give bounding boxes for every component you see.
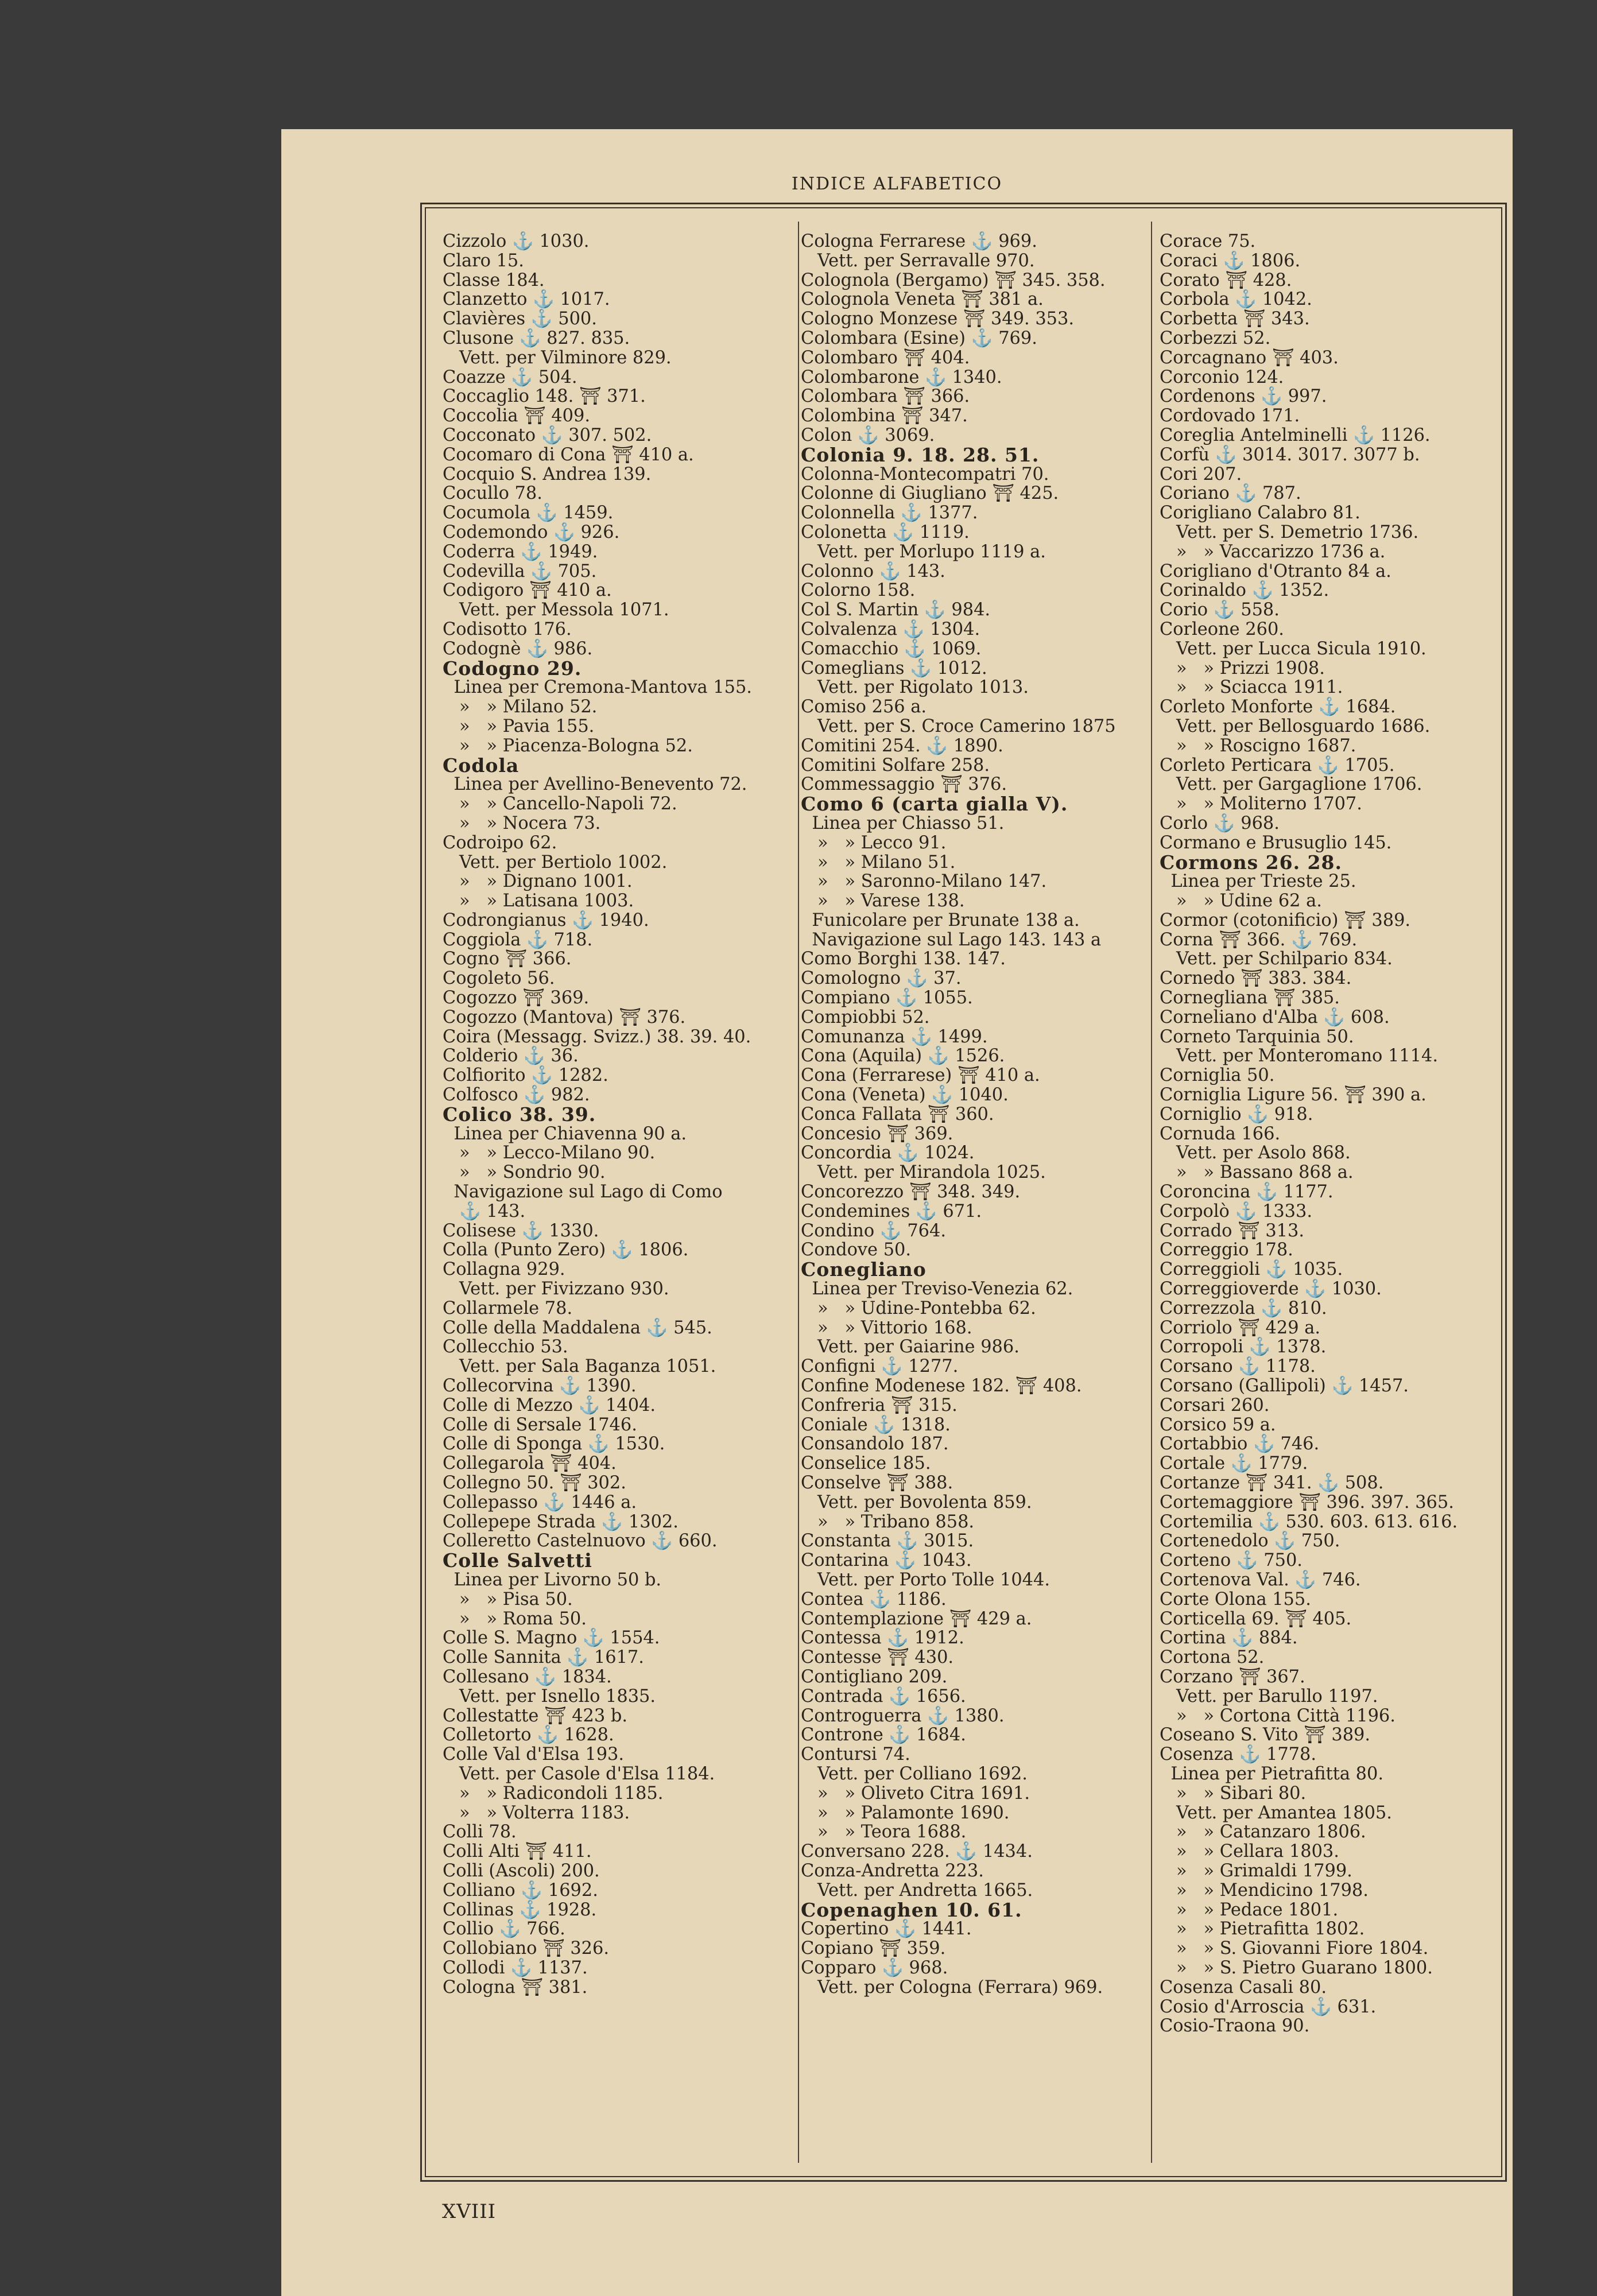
index-entry: Corsico 59 a. — [1160, 1414, 1276, 1435]
index-entry: Contigliano 209. — [801, 1666, 948, 1687]
index-entry: Cortenedolo ⚓ 750. — [1160, 1531, 1340, 1552]
index-entry: Corleto Monforte ⚓ 1684. — [1160, 697, 1396, 718]
index-entry: Corfù ⚓ 3014. 3017. 3077 b. — [1160, 444, 1420, 465]
index-entry: » » Pietrafitta 1802. — [1160, 1919, 1365, 1940]
index-entry: Confreria ⛩ 315. — [801, 1395, 958, 1415]
index-entry: » » Sibari 80. — [1160, 1783, 1307, 1804]
index-entry: Contarina ⚓ 1043. — [801, 1550, 972, 1571]
index-entry: Navigazione sul Lago di Como — [443, 1182, 723, 1203]
index-entry: » » Varese 138. — [801, 891, 965, 912]
index-entry: Linea per Cremona-Mantova 155. — [443, 677, 752, 698]
index-entry: Correzzola ⚓ 810. — [1160, 1298, 1327, 1318]
index-entry: Corropoli ⚓ 1378. — [1160, 1337, 1327, 1358]
index-entry: Collepepe Strada ⚓ 1302. — [443, 1511, 679, 1532]
index-entry: Colle della Maddalena ⚓ 545. — [443, 1317, 712, 1338]
index-entry: Colonnella ⚓ 1377. — [801, 503, 978, 523]
index-entry: Conza-Andretta 223. — [801, 1860, 984, 1881]
index-entry: Comitini Solfare 258. — [801, 755, 990, 775]
index-entry: Cormor (cotonificio) ⛩ 389. — [1160, 910, 1411, 930]
index-entry: Colderio ⚓ 36. — [443, 1046, 579, 1066]
index-entry: Vett. per Lucca Sicula 1910. — [1160, 638, 1427, 659]
index-entry: Clanzetto ⚓ 1017. — [443, 289, 610, 310]
index-entry: Codemondo ⚓ 926. — [443, 522, 620, 542]
index-entry: Vett. per Monteromano 1114. — [1160, 1046, 1438, 1066]
index-entry: Controguerra ⚓ 1380. — [801, 1705, 1005, 1726]
index-entry: » » Pisa 50. — [443, 1589, 573, 1609]
index-entry: Corbetta ⛩ 343. — [1160, 309, 1310, 329]
index-entry: Cosio-Traona 90. — [1160, 2016, 1310, 2037]
index-entry: Cogozzo ⛩ 369. — [443, 988, 590, 1009]
index-entry: » » Pedace 1801. — [1160, 1899, 1339, 1920]
index-entry: Comitini 254. ⚓ 1890. — [801, 735, 1003, 756]
index-entry: Collobiano ⛩ 326. — [443, 1938, 610, 1959]
index-entry: » » Tribano 858. — [801, 1511, 975, 1532]
index-entry: Cortemaggiore ⛩ 396. 397. 365. — [1160, 1492, 1454, 1512]
index-entry: Cocomaro di Cona ⛩ 410 a. — [443, 444, 694, 465]
index-entry: Correggioli ⚓ 1035. — [1160, 1259, 1343, 1280]
index-entry: » » Catanzaro 1806. — [1160, 1822, 1366, 1843]
index-entry: Coazze ⚓ 504. — [443, 367, 577, 387]
index-entry: » » Lecco 91. — [801, 832, 947, 853]
index-entry: Copertino ⚓ 1441. — [801, 1919, 972, 1940]
index-entry: Colonno ⚓ 143. — [801, 561, 945, 581]
index-entry: Cortona 52. — [1160, 1647, 1265, 1668]
index-entry: Colfiorito ⚓ 1282. — [443, 1065, 608, 1086]
index-entry: Vett. per Barullo 1197. — [1160, 1686, 1378, 1707]
index-entry: Corrado ⛩ 313. — [1160, 1220, 1305, 1241]
index-entry: » » Lecco-Milano 90. — [443, 1143, 656, 1163]
index-entry: Conselve ⛩ 388. — [801, 1473, 953, 1493]
index-entry: Condove 50. — [801, 1240, 912, 1261]
index-entry: Como Borghi 138. 147. — [801, 949, 1006, 969]
index-entry: Cona (Ferrarese) ⛩ 410 a. — [801, 1065, 1040, 1086]
index-entry: Colli (Ascoli) 200. — [443, 1860, 600, 1881]
index-entry: » » Piacenza-Bologna 52. — [443, 735, 693, 756]
index-entry: Claro 15. — [443, 250, 524, 271]
index-entry: Contursi 74. — [801, 1744, 910, 1765]
index-entry: Corigliano d'Otranto 84 a. — [1160, 561, 1391, 581]
index-entry: Collestatte ⛩ 423 b. — [443, 1705, 627, 1726]
index-column-1 — [443, 232, 752, 1998]
index-entry: Compiano ⚓ 1055. — [801, 988, 973, 1009]
index-entry: Cogozzo (Mantova) ⛩ 376. — [443, 1007, 686, 1027]
index-entry: Corniglia Ligure 56. ⛩ 390 a. — [1160, 1085, 1427, 1106]
index-entry: Corpolò ⚓ 1333. — [1160, 1201, 1313, 1221]
index-entry: » » Teora 1688. — [801, 1822, 967, 1843]
column-rule — [798, 222, 799, 2163]
index-entry: Corato ⛩ 428. — [1160, 270, 1292, 290]
index-entry: Cocumola ⚓ 1459. — [443, 503, 614, 523]
index-entry: Codrongianus ⚓ 1940. — [443, 910, 649, 930]
index-entry: Colorno 158. — [801, 580, 916, 601]
index-entry: Corbezzi 52. — [1160, 328, 1271, 348]
index-entry: Colon ⚓ 3069. — [801, 425, 935, 445]
index-entry: » » Mendicino 1798. — [1160, 1880, 1369, 1901]
index-entry: Colognola Veneta ⛩ 381 a. — [801, 289, 1044, 310]
index-entry: » » Sciacca 1911. — [1160, 677, 1343, 698]
page-number: XVIII — [442, 2200, 497, 2223]
index-entry: Colombina ⛩ 347. — [801, 406, 968, 426]
index-entry: Codola — [443, 754, 520, 777]
index-entry: Concesio ⛩ 369. — [801, 1123, 953, 1144]
index-entry: » » Grimaldi 1799. — [1160, 1860, 1352, 1881]
index-entry: Cortanze ⛩ 341. ⚓ 508. — [1160, 1473, 1384, 1493]
index-entry: Cortina ⚓ 884. — [1160, 1628, 1298, 1649]
index-entry: Vett. per Vilminore 829. — [443, 347, 672, 368]
index-entry: Cordovado 171. — [1160, 406, 1300, 426]
index-entry: » » Udine 62 a. — [1160, 891, 1322, 912]
index-entry: Codognè ⚓ 986. — [443, 638, 593, 659]
index-entry: Como 6 (carta gialla V). — [801, 793, 1068, 816]
index-entry: Corzano ⛩ 367. — [1160, 1666, 1305, 1687]
index-entry: Vett. per Casole d'Elsa 1184. — [443, 1763, 715, 1784]
index-entry: Coraci ⚓ 1806. — [1160, 250, 1301, 271]
index-entry: Cori 207. — [1160, 464, 1242, 484]
index-entry: Colico 38. 39. — [443, 1103, 596, 1126]
index-entry: Conca Fallata ⛩ 360. — [801, 1104, 994, 1124]
index-entry: Conegliano — [801, 1258, 927, 1281]
index-entry: Vett. per Schilpario 834. — [1160, 949, 1393, 969]
index-entry: Linea per Treviso-Venezia 62. — [801, 1279, 1073, 1300]
index-entry: Vett. per Gargaglione 1706. — [1160, 774, 1422, 795]
index-entry: Cortabbio ⚓ 746. — [1160, 1434, 1320, 1455]
index-entry: » » Pavia 155. — [443, 716, 595, 736]
index-entry: Coniale ⚓ 1318. — [801, 1414, 951, 1435]
index-entry: » » Sondrio 90. — [443, 1162, 606, 1183]
index-entry: » » Palamonte 1690. — [801, 1802, 1010, 1823]
index-entry: Codisotto 176. — [443, 619, 572, 639]
index-entry: Cornegliana ⛩ 385. — [1160, 988, 1340, 1009]
index-entry: Contesse ⛩ 430. — [801, 1647, 954, 1668]
index-entry: Cologna ⛩ 381. — [443, 1977, 588, 1998]
index-entry: Contessa ⚓ 1912. — [801, 1628, 964, 1649]
index-entry: Linea per Chiasso 51. — [801, 813, 1005, 833]
index-entry: Colle Salvetti — [443, 1549, 592, 1572]
index-entry: Corbola ⚓ 1042. — [1160, 289, 1312, 310]
index-entry: Copenaghen 10. 61. — [801, 1898, 1022, 1921]
index-entry: Colli Alti ⛩ 411. — [443, 1841, 592, 1862]
index-entry: Cortemilia ⚓ 530. 603. 613. 616. — [1160, 1511, 1458, 1532]
index-entry: Collepasso ⚓ 1446 a. — [443, 1492, 637, 1512]
page-header: INDICE ALFABETICO — [791, 174, 1003, 194]
index-entry: Coira (Messagg. Svizz.) 38. 39. 40. — [443, 1026, 751, 1047]
index-entry: Condemines ⚓ 671. — [801, 1201, 982, 1221]
index-entry: Confine Modenese 182. ⛩ 408. — [801, 1376, 1082, 1397]
index-entry: Coroncina ⚓ 1177. — [1160, 1182, 1334, 1203]
index-entry: Vett. per Asolo 868. — [1160, 1143, 1351, 1163]
index-entry: Cogno ⛩ 366. — [443, 949, 572, 969]
index-entry: Corticella 69. ⛩ 405. — [1160, 1608, 1352, 1629]
index-entry: Contemplazione ⛩ 429 a. — [801, 1608, 1032, 1629]
index-entry: Copiano ⛩ 359. — [801, 1938, 946, 1959]
index-entry: Linea per Trieste 25. — [1160, 871, 1356, 892]
index-entry: Cona (Aquila) ⚓ 1526. — [801, 1046, 1005, 1066]
index-entry: Corsano (Gallipoli) ⚓ 1457. — [1160, 1376, 1409, 1397]
index-entry: Corlo ⚓ 968. — [1160, 813, 1280, 833]
index-entry: Cortenova Val. ⚓ 746. — [1160, 1569, 1361, 1590]
index-entry: Clusone ⚓ 827. 835. — [443, 328, 630, 348]
index-entry: Vett. per Cologna (Ferrara) 969. — [801, 1977, 1103, 1998]
index-entry: Codevilla ⚓ 705. — [443, 561, 597, 581]
index-entry: Vett. per Gaiarine 986. — [801, 1337, 1020, 1358]
index-entry: Colonne di Giugliano ⛩ 425. — [801, 483, 1059, 504]
index-entry: Cologna Ferrarese ⚓ 969. — [801, 231, 1037, 251]
index-column-2 — [801, 232, 1116, 1998]
index-entry: » » S. Pietro Guarano 1800. — [1160, 1957, 1433, 1978]
index-entry: Cocquio S. Andrea 139. — [443, 464, 652, 484]
index-entry: Vett. per Isnello 1835. — [443, 1686, 656, 1707]
index-entry: Correggioverde ⚓ 1030. — [1160, 1279, 1382, 1300]
index-entry: Colombarone ⚓ 1340. — [801, 367, 1002, 387]
index-entry: Comeglians ⚓ 1012. — [801, 658, 987, 678]
index-entry: Comacchio ⚓ 1069. — [801, 638, 982, 659]
index-entry: Cocullo 78. — [443, 483, 542, 504]
index-entry: » » Bassano 868 a. — [1160, 1162, 1354, 1183]
index-entry: Codroipo 62. — [443, 832, 557, 853]
index-entry: Colle di Sponga ⚓ 1530. — [443, 1434, 665, 1455]
index-entry: Clavières ⚓ 500. — [443, 309, 597, 329]
index-entry: » » Cortona Città 1196. — [1160, 1705, 1396, 1726]
index-entry: Colfosco ⚓ 982. — [443, 1085, 590, 1106]
document-page — [281, 129, 1513, 2296]
index-entry: Vett. per Bellosguardo 1686. — [1160, 716, 1431, 736]
index-entry: Vett. per Amantea 1805. — [1160, 1802, 1392, 1823]
index-entry: Linea per Livorno 50 b. — [443, 1569, 662, 1590]
index-entry: Colvalenza ⚓ 1304. — [801, 619, 980, 639]
index-entry: Contrada ⚓ 1656. — [801, 1686, 966, 1707]
index-entry: Colle di Sersale 1746. — [443, 1414, 637, 1435]
index-frame — [420, 203, 1507, 2182]
index-entry: Cosenza ⚓ 1778. — [1160, 1744, 1316, 1765]
index-entry: » » Nocera 73. — [443, 813, 601, 833]
index-entry: » » S. Giovanni Fiore 1804. — [1160, 1938, 1429, 1959]
index-entry: Corleone 260. — [1160, 619, 1284, 639]
index-entry: Cogoleto 56. — [443, 968, 555, 989]
index-entry: Copparo ⚓ 968. — [801, 1957, 948, 1978]
index-entry: » » Volterra 1183. — [443, 1802, 630, 1823]
index-entry: Comiso 256 a. — [801, 697, 927, 718]
index-entry: Linea per Chiavenna 90 a. — [443, 1123, 687, 1144]
index-entry: Cortale ⚓ 1779. — [1160, 1453, 1308, 1474]
index-entry: Corleto Perticara ⚓ 1705. — [1160, 755, 1395, 775]
index-entry: Funicolare per Brunate 138 a. — [801, 910, 1080, 930]
index-entry: Consandolo 187. — [801, 1434, 949, 1455]
index-entry: Vett. per Messola 1071. — [443, 600, 669, 620]
index-entry: Coseano S. Vito ⛩ 389. — [1160, 1725, 1371, 1746]
index-entry: Contea ⚓ 1186. — [801, 1589, 947, 1609]
index-entry: Cornuda 166. — [1160, 1123, 1281, 1144]
index-entry: Configni ⚓ 1277. — [801, 1356, 959, 1377]
index-entry: » » Latisana 1003. — [443, 891, 634, 912]
index-entry: » » Udine-Pontebba 62. — [801, 1298, 1036, 1318]
index-entry: Coreglia Antelminelli ⚓ 1126. — [1160, 425, 1431, 445]
index-entry: Comunanza ⚓ 1499. — [801, 1026, 988, 1047]
index-entry: Colombara (Esine) ⚓ 769. — [801, 328, 1037, 348]
index-entry: Vett. per S. Demetrio 1736. — [1160, 522, 1419, 542]
index-entry: Coriano ⚓ 787. — [1160, 483, 1301, 504]
index-entry: Corinaldo ⚓ 1352. — [1160, 580, 1329, 601]
index-entry: Cizzolo ⚓ 1030. — [443, 231, 590, 251]
index-entry: Collegarola ⛩ 404. — [443, 1453, 617, 1474]
index-entry: Collio ⚓ 766. — [443, 1919, 565, 1940]
index-entry: » » Milano 51. — [801, 852, 956, 872]
index-entry: Conselice 185. — [801, 1453, 931, 1474]
index-entry: Compiobbi 52. — [801, 1007, 930, 1027]
index-entry: Controne ⚓ 1684. — [801, 1725, 966, 1746]
index-entry: Vett. per S. Croce Camerino 1875 — [801, 716, 1116, 736]
index-entry: Vett. per Bertiolo 1002. — [443, 852, 668, 872]
index-column-3 — [1160, 232, 1458, 2036]
index-entry: Corte Olona 155. — [1160, 1589, 1311, 1609]
index-entry: Cormons 26. 28. — [1160, 851, 1342, 874]
index-entry: » » Cancello-Napoli 72. — [443, 794, 677, 815]
index-entry: Cocconato ⚓ 307. 502. — [443, 425, 652, 445]
index-entry: Corconio 124. — [1160, 367, 1284, 387]
index-entry: » » Vittorio 168. — [801, 1317, 972, 1338]
index-entry: Codigoro ⛩ 410 a. — [443, 580, 612, 601]
index-entry: Corneto Tarquinia 50. — [1160, 1026, 1354, 1047]
index-entry: Corriolo ⛩ 429 a. — [1160, 1317, 1320, 1338]
index-entry: » » Milano 52. — [443, 697, 598, 718]
index-entry: Corigliano Calabro 81. — [1160, 503, 1360, 523]
index-entry: Corace 75. — [1160, 231, 1256, 251]
index-entry: Corio ⚓ 558. — [1160, 600, 1280, 620]
index-entry: Collecorvina ⚓ 1390. — [443, 1376, 637, 1397]
index-entry: Corcagnano ⛩ 403. — [1160, 347, 1339, 368]
index-entry: » » Cellara 1803. — [1160, 1841, 1339, 1862]
index-entry: Conversano 228. ⚓ 1434. — [801, 1841, 1033, 1862]
index-entry: Vett. per Bovolenta 859. — [801, 1492, 1032, 1512]
index-entry: Colle Val d'Elsa 193. — [443, 1744, 625, 1765]
index-entry: Corniglio ⚓ 918. — [1160, 1104, 1313, 1124]
index-entry: Collegno 50. ⛩ 302. — [443, 1473, 626, 1493]
index-entry: Collecchio 53. — [443, 1337, 568, 1358]
index-entry: Condino ⚓ 764. — [801, 1220, 946, 1241]
index-entry: Colli 78. — [443, 1822, 517, 1843]
index-entry: Vett. per Colliano 1692. — [801, 1763, 1028, 1784]
index-entry: Cormano e Brusuglio 145. — [1160, 832, 1392, 853]
index-entry: Colognola (Bergamo) ⛩ 345. 358. — [801, 270, 1106, 290]
index-entry: Colisese ⚓ 1330. — [443, 1220, 599, 1241]
index-entry: Coderra ⚓ 1949. — [443, 541, 598, 562]
index-entry: Colombara ⛩ 366. — [801, 386, 970, 407]
index-entry: Colonia 9. 18. 28. 51. — [801, 443, 1040, 466]
index-entry: » » Oliveto Citra 1691. — [801, 1783, 1030, 1804]
index-entry: » » Saronno-Milano 147. — [801, 871, 1047, 892]
index-entry: Concorezzo ⛩ 348. 349. — [801, 1182, 1021, 1203]
index-entry: Colonna-Montecompatri 70. — [801, 464, 1049, 484]
index-entry: Corniglia 50. — [1160, 1065, 1275, 1086]
index-entry: Vett. per Sala Baganza 1051. — [443, 1356, 716, 1377]
index-entry: Col S. Martin ⚓ 984. — [801, 600, 991, 620]
index-entry: » » Radicondoli 1185. — [443, 1783, 664, 1804]
index-entry: Constanta ⚓ 3015. — [801, 1531, 974, 1552]
index-entry: Vett. per Rigolato 1013. — [801, 677, 1029, 698]
index-entry: Corna ⛩ 366. ⚓ 769. — [1160, 929, 1358, 950]
index-entry: Colle Sannita ⚓ 1617. — [443, 1647, 644, 1668]
index-entry: Navigazione sul Lago 143. 143 a — [801, 929, 1102, 950]
index-entry: Vett. per Andretta 1665. — [801, 1880, 1033, 1901]
index-entry: Collodi ⚓ 1137. — [443, 1957, 588, 1978]
index-entry: Corsano ⚓ 1178. — [1160, 1356, 1316, 1377]
index-entry: Colle S. Magno ⚓ 1554. — [443, 1628, 660, 1649]
index-entry: Concordia ⚓ 1024. — [801, 1143, 975, 1163]
index-entry: » » Prizzi 1908. — [1160, 658, 1325, 678]
index-entry: Vett. per Morlupo 1119 a. — [801, 541, 1046, 562]
index-entry: Linea per Pietrafitta 80. — [1160, 1763, 1384, 1784]
index-entry: Cosio d'Arroscia ⚓ 631. — [1160, 1996, 1377, 2017]
index-entry: Coccaglio 148. ⛩ 371. — [443, 386, 646, 407]
index-entry: Cornedo ⛩ 383. 384. — [1160, 968, 1352, 989]
index-entry: Colla (Punto Zero) ⚓ 1806. — [443, 1240, 689, 1261]
index-entry: Vett. per Fivizzano 930. — [443, 1279, 669, 1300]
index-entry: ⚓ 143. — [443, 1201, 526, 1221]
index-entry: Collesano ⚓ 1834. — [443, 1666, 612, 1687]
index-entry: Cologno Monzese ⛩ 349. 353. — [801, 309, 1075, 329]
index-entry: Cona (Veneta) ⚓ 1040. — [801, 1085, 1009, 1106]
index-entry: Corneliano d'Alba ⚓ 608. — [1160, 1007, 1390, 1027]
index-entry: Colliano ⚓ 1692. — [443, 1880, 598, 1901]
index-entry: Colonetta ⚓ 1119. — [801, 522, 970, 542]
index-entry: Codogno 29. — [443, 657, 582, 680]
index-entry: Corteno ⚓ 750. — [1160, 1550, 1303, 1571]
index-entry: Vett. per Porto Tolle 1044. — [801, 1569, 1050, 1590]
index-entry: Collinas ⚓ 1928. — [443, 1899, 597, 1920]
index-entry: Cordenons ⚓ 997. — [1160, 386, 1327, 407]
index-entry: Collagna 929. — [443, 1259, 565, 1280]
index-entry: Collarmele 78. — [443, 1298, 573, 1318]
index-entry: » » Vaccarizzo 1736 a. — [1160, 541, 1386, 562]
index-entry: Linea per Avellino-Benevento 72. — [443, 774, 747, 795]
index-entry: Vett. per Mirandola 1025. — [801, 1162, 1046, 1183]
index-entry: Colle di Mezzo ⚓ 1404. — [443, 1395, 656, 1415]
index-entry: » » Dignano 1001. — [443, 871, 633, 892]
index-entry: Colletorto ⚓ 1628. — [443, 1725, 614, 1746]
index-entry: Commessaggio ⛩ 376. — [801, 774, 1007, 795]
index-entry: Classe 184. — [443, 270, 545, 290]
index-entry: » » Moliterno 1707. — [1160, 794, 1362, 815]
index-entry: Colleretto Castelnuovo ⚓ 660. — [443, 1531, 718, 1552]
column-rule — [1151, 222, 1152, 2163]
index-entry: Coggiola ⚓ 718. — [443, 929, 593, 950]
index-entry: Corsari 260. — [1160, 1395, 1270, 1415]
index-entry: Correggio 178. — [1160, 1240, 1293, 1261]
index-entry: Coccolia ⛩ 409. — [443, 406, 591, 426]
index-entry: Colombaro ⛩ 404. — [801, 347, 970, 368]
index-entry: Vett. per Serravalle 970. — [801, 250, 1035, 271]
index-entry: » » Roma 50. — [443, 1608, 587, 1629]
index-entry: » » Roscigno 1687. — [1160, 735, 1356, 756]
index-entry: Cosenza Casali 80. — [1160, 1977, 1327, 1998]
index-entry: Comologno ⚓ 37. — [801, 968, 962, 989]
